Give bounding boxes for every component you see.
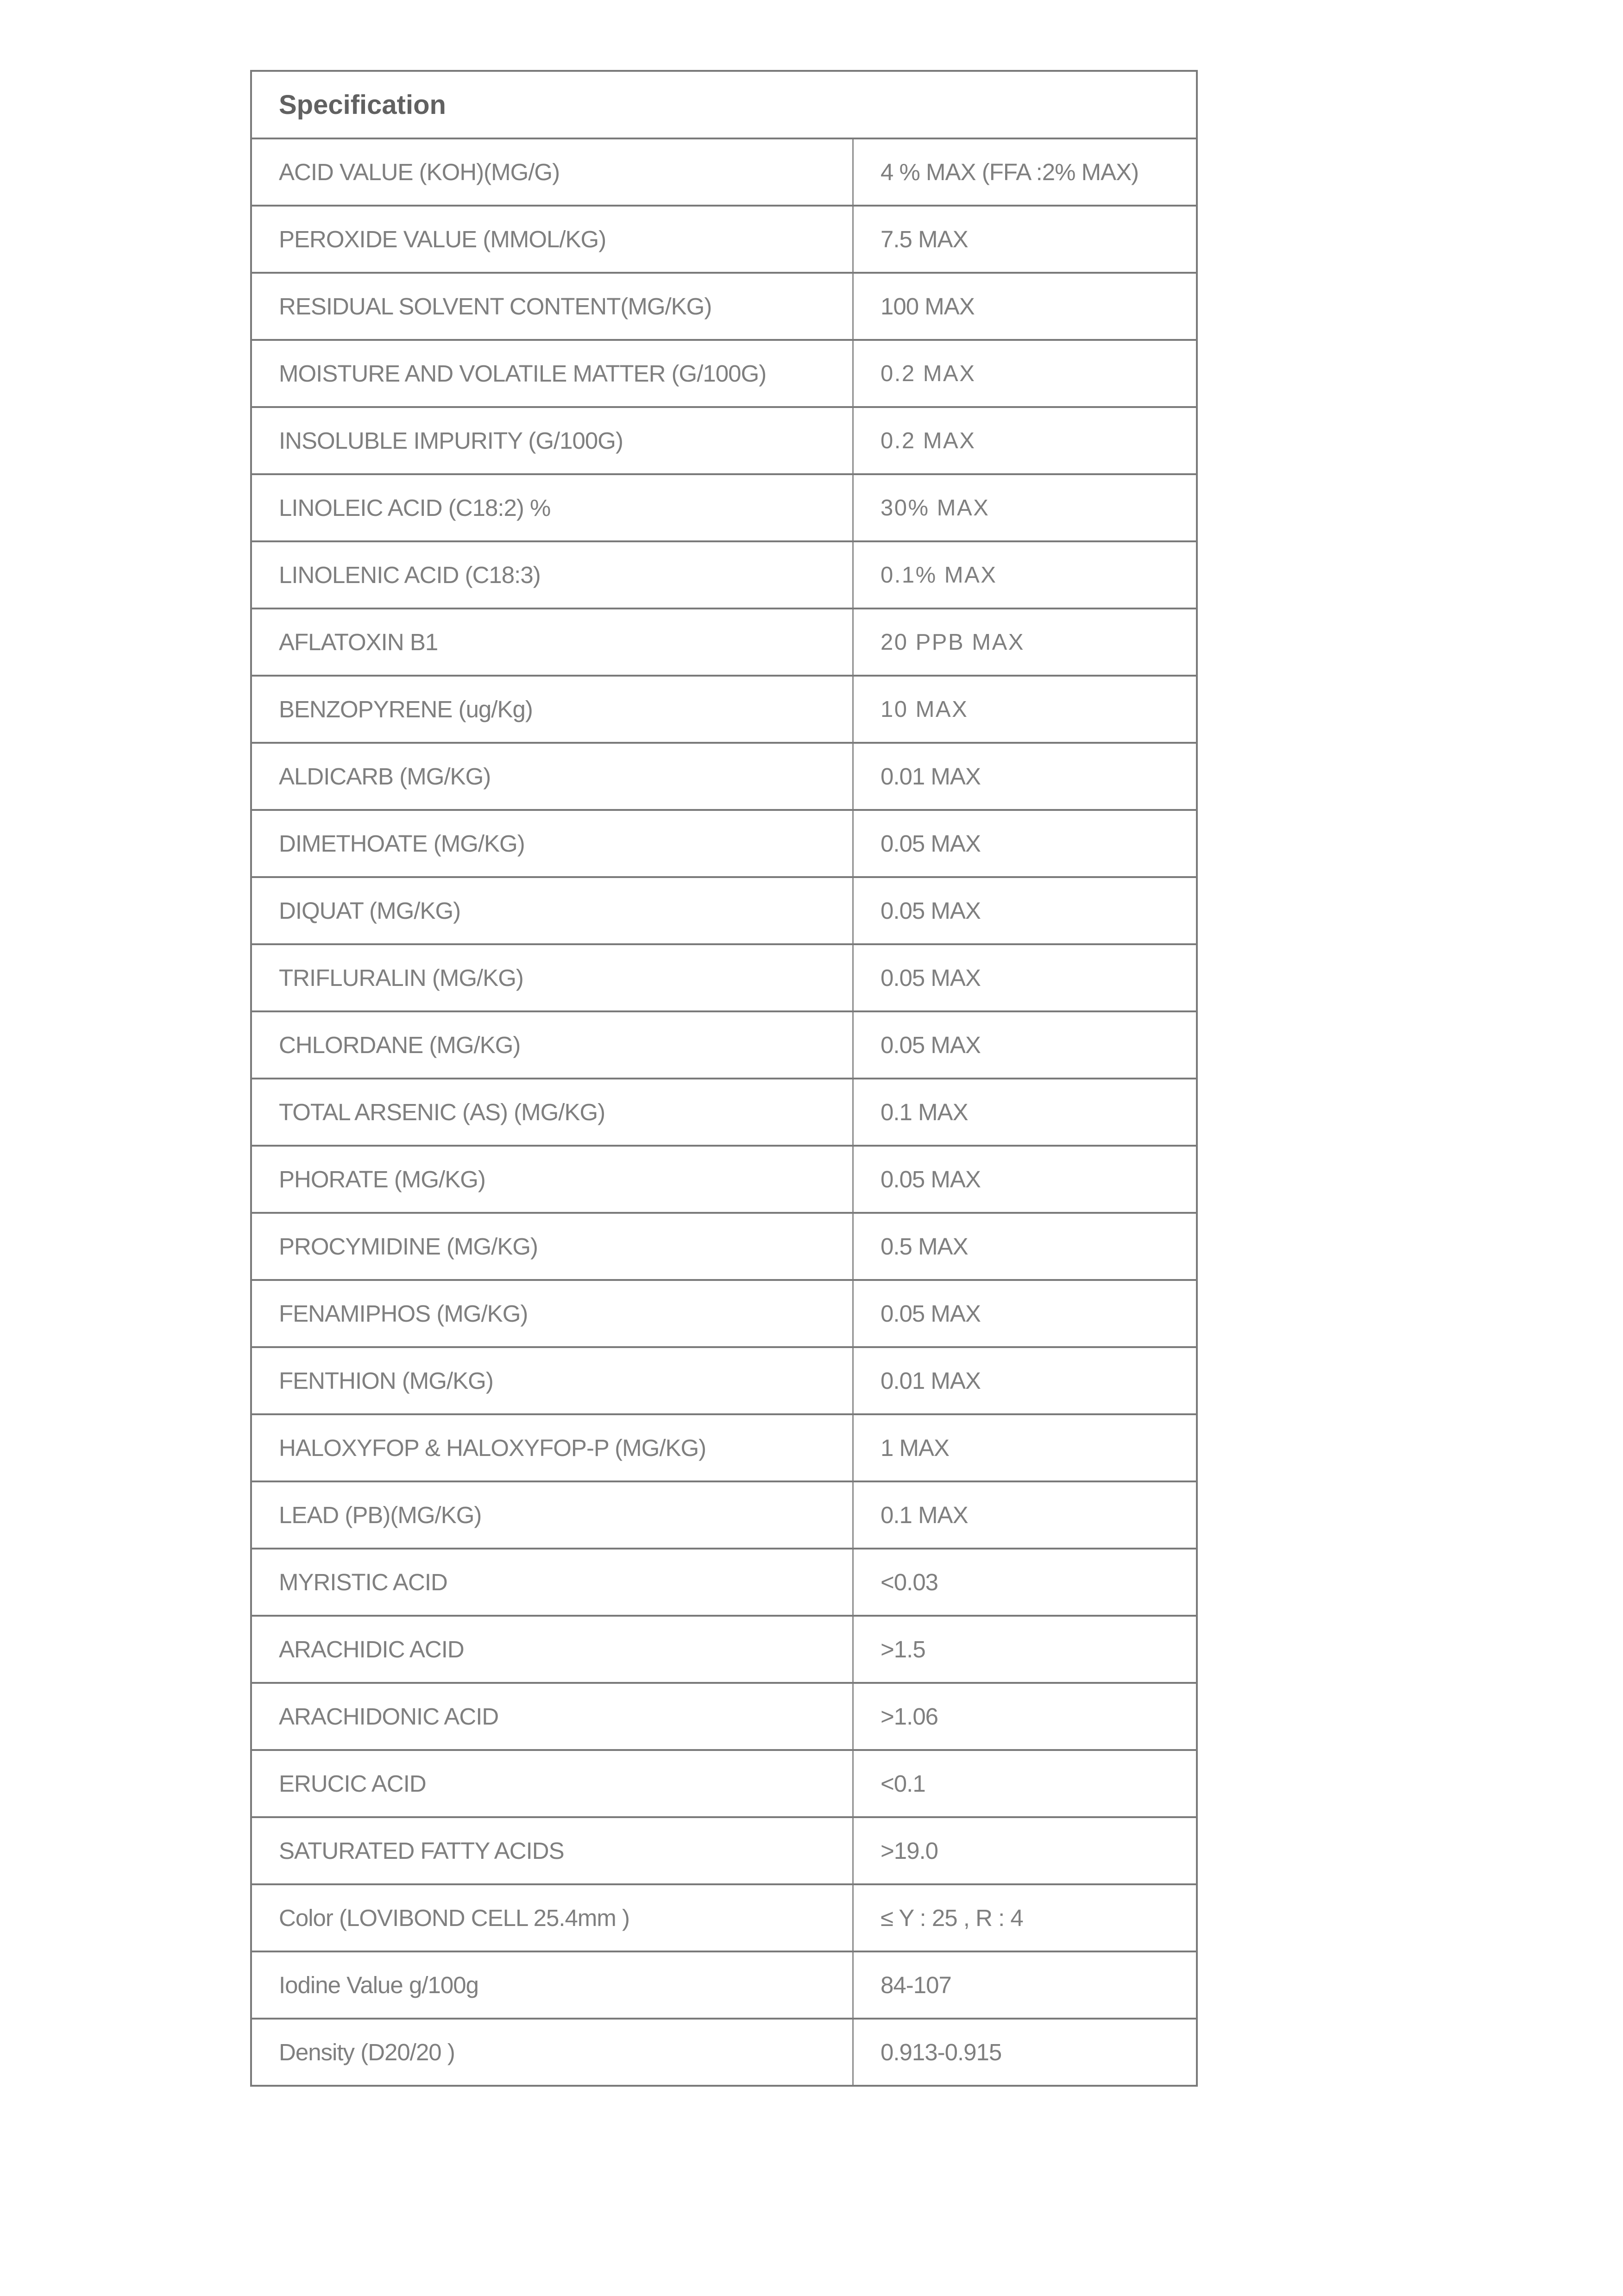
spec-name-cell — [252, 207, 854, 272]
spec-value-cell — [854, 1079, 1196, 1145]
spec-name-text: CHLORDANE (MG/KG) — [279, 1032, 521, 1058]
spec-name-text: PROCYMIDINE (MG/KG) — [279, 1233, 538, 1260]
spec-value-text: >1.5 — [881, 1636, 925, 1662]
spec-name-cell — [252, 1751, 854, 1816]
spec-value-text: 0.1 MAX — [881, 1099, 968, 1125]
spec-name-cell — [252, 609, 854, 675]
spec-name-cell — [252, 1415, 854, 1480]
spec-name-text: ALDICARB (MG/KG) — [279, 763, 491, 790]
table-row — [252, 811, 1196, 878]
spec-value-cell — [854, 1281, 1196, 1346]
spec-name-text: BENZOPYRENE (ug/Kg) — [279, 696, 533, 722]
spec-value-cell — [854, 1885, 1196, 1951]
table-row — [252, 207, 1196, 274]
table-row — [252, 677, 1196, 744]
spec-value-cell — [854, 1214, 1196, 1279]
spec-value-text: ≤ Y : 25 , R : 4 — [881, 1905, 1023, 1931]
spec-name-cell — [252, 475, 854, 540]
spec-name-cell — [252, 139, 854, 205]
table-row — [252, 945, 1196, 1012]
table-row — [252, 475, 1196, 542]
spec-name-text: RESIDUAL SOLVENT CONTENT(MG/KG) — [279, 293, 712, 320]
spec-value-text: >19.0 — [881, 1838, 938, 1864]
spec-name-text: Iodine Value g/100g — [279, 1972, 478, 1998]
spec-name-text: MOISTURE AND VOLATILE MATTER (G/100G) — [279, 360, 767, 387]
spec-name-cell — [252, 1549, 854, 1615]
spec-name-cell — [252, 2020, 854, 2085]
spec-value-text: 0.05 MAX — [881, 1300, 981, 1327]
spec-name-text: ARACHIDONIC ACID — [279, 1703, 499, 1730]
spec-value-cell — [854, 1751, 1196, 1816]
table-row — [252, 1617, 1196, 1684]
spec-name-text: PHORATE (MG/KG) — [279, 1166, 485, 1192]
spec-value-text: 0.01 MAX — [881, 763, 981, 790]
table-row — [252, 1281, 1196, 1348]
spec-value-text: 0.1% MAX — [881, 562, 997, 588]
spec-name-cell — [252, 1281, 854, 1346]
spec-value-cell — [854, 2020, 1196, 2085]
spec-name-cell — [252, 878, 854, 943]
spec-value-text: <0.1 — [881, 1770, 925, 1797]
table-row — [252, 2020, 1196, 2085]
spec-value-text: 20 PPB MAX — [881, 629, 1025, 655]
spec-name-text: ARACHIDIC ACID — [279, 1636, 464, 1662]
spec-name-text: MYRISTIC ACID — [279, 1569, 447, 1595]
spec-name-text: Density (D20/20 ) — [279, 2039, 455, 2065]
table-row — [252, 1952, 1196, 2020]
spec-name-text: FENTHION (MG/KG) — [279, 1368, 493, 1394]
spec-name-cell — [252, 1348, 854, 1413]
spec-value-cell — [854, 1348, 1196, 1413]
spec-value-cell — [854, 1482, 1196, 1548]
table-row — [252, 1079, 1196, 1147]
spec-name-cell — [252, 1818, 854, 1883]
table-row — [252, 1415, 1196, 1482]
spec-name-cell — [252, 1147, 854, 1212]
table-row — [252, 341, 1196, 408]
spec-value-cell — [854, 1549, 1196, 1615]
spec-value-text: 0.05 MAX — [881, 830, 981, 857]
table-row — [252, 1751, 1196, 1818]
spec-name-cell — [252, 1617, 854, 1682]
spec-name-cell — [252, 744, 854, 809]
spec-name-cell — [252, 408, 854, 473]
spec-name-text: HALOXYFOP & HALOXYFOP-P (MG/KG) — [279, 1435, 706, 1461]
spec-value-text: 0.05 MAX — [881, 1166, 981, 1192]
spec-value-cell — [854, 945, 1196, 1010]
spec-rows — [252, 139, 1196, 2085]
spec-value-cell — [854, 811, 1196, 876]
specification-table — [250, 70, 1198, 2087]
spec-name-text: SATURATED FATTY ACIDS — [279, 1838, 564, 1864]
table-row — [252, 542, 1196, 609]
spec-value-cell — [854, 1952, 1196, 2018]
table-row — [252, 744, 1196, 811]
spec-name-cell — [252, 1012, 854, 1078]
table-row — [252, 1482, 1196, 1549]
spec-name-text: DIQUAT (MG/KG) — [279, 897, 461, 924]
spec-value-cell — [854, 274, 1196, 339]
spec-name-cell — [252, 1214, 854, 1279]
spec-name-text: ERUCIC ACID — [279, 1770, 426, 1797]
table-row — [252, 1818, 1196, 1885]
spec-value-text: 7.5 MAX — [881, 226, 968, 252]
spec-name-cell — [252, 1684, 854, 1749]
spec-name-text: TOTAL ARSENIC (AS) (MG/KG) — [279, 1099, 605, 1125]
table-row — [252, 878, 1196, 945]
spec-value-text: >1.06 — [881, 1703, 938, 1730]
spec-value-text: 0.01 MAX — [881, 1368, 981, 1394]
spec-name-text: LEAD (PB)(MG/KG) — [279, 1502, 482, 1528]
spec-name-text: INSOLUBLE IMPURITY (G/100G) — [279, 427, 623, 454]
spec-value-cell — [854, 609, 1196, 675]
table-row — [252, 1549, 1196, 1617]
spec-value-cell — [854, 744, 1196, 809]
spec-value-text: 4 % MAX (FFA :2% MAX) — [881, 159, 1139, 185]
spec-name-text: FENAMIPHOS (MG/KG) — [279, 1300, 528, 1327]
spec-value-text: 0.05 MAX — [881, 965, 981, 991]
spec-name-text: TRIFLURALIN (MG/KG) — [279, 965, 523, 991]
spec-value-cell — [854, 475, 1196, 540]
table-row — [252, 1348, 1196, 1415]
spec-name-cell — [252, 1079, 854, 1145]
spec-value-cell — [854, 1818, 1196, 1883]
spec-name-text: DIMETHOATE (MG/KG) — [279, 830, 525, 857]
spec-name-cell — [252, 1482, 854, 1548]
spec-value-text: 0.05 MAX — [881, 897, 981, 924]
spec-name-text: LINOLENIC ACID (C18:3) — [279, 562, 541, 588]
spec-value-cell — [854, 1147, 1196, 1212]
spec-name-cell — [252, 1885, 854, 1951]
spec-value-text: 0.05 MAX — [881, 1032, 981, 1058]
table-header-row — [252, 72, 1196, 139]
spec-name-text: LINOLEIC ACID (C18:2) % — [279, 495, 551, 521]
spec-value-cell — [854, 408, 1196, 473]
spec-value-cell — [854, 139, 1196, 205]
table-row — [252, 1684, 1196, 1751]
spec-value-text: 30% MAX — [881, 495, 990, 521]
spec-value-text: 0.2 MAX — [881, 361, 976, 386]
spec-value-text: 0.913-0.915 — [881, 2039, 1002, 2065]
spec-value-text: 0.2 MAX — [881, 428, 976, 453]
table-row — [252, 408, 1196, 475]
spec-value-text: 1 MAX — [881, 1435, 950, 1461]
spec-value-text: <0.03 — [881, 1569, 938, 1595]
spec-value-cell — [854, 1617, 1196, 1682]
spec-name-cell — [252, 542, 854, 608]
spec-value-cell — [854, 1684, 1196, 1749]
spec-name-cell — [252, 274, 854, 339]
spec-value-cell — [854, 1415, 1196, 1480]
table-row — [252, 139, 1196, 207]
table-title: Specification — [279, 89, 446, 120]
spec-value-cell — [854, 341, 1196, 406]
spec-value-text: 0.1 MAX — [881, 1502, 968, 1528]
spec-name-cell — [252, 1952, 854, 2018]
spec-value-text: 100 MAX — [881, 293, 975, 320]
table-row — [252, 1885, 1196, 1952]
spec-name-cell — [252, 811, 854, 876]
spec-value-cell — [854, 677, 1196, 742]
spec-name-cell — [252, 677, 854, 742]
table-row — [252, 1214, 1196, 1281]
spec-value-text: 84-107 — [881, 1972, 951, 1998]
spec-name-text: PEROXIDE VALUE (MMOL/KG) — [279, 226, 606, 252]
spec-name-cell — [252, 945, 854, 1010]
spec-value-cell — [854, 207, 1196, 272]
table-row — [252, 274, 1196, 341]
spec-value-cell — [854, 878, 1196, 943]
table-row — [252, 1147, 1196, 1214]
spec-value-text: 0.5 MAX — [881, 1233, 968, 1260]
table-row — [252, 609, 1196, 677]
spec-name-text: AFLATOXIN B1 — [279, 629, 438, 655]
spec-name-cell — [252, 341, 854, 406]
spec-value-cell — [854, 1012, 1196, 1078]
spec-value-cell — [854, 542, 1196, 608]
spec-value-text: 10 MAX — [881, 696, 969, 722]
table-row — [252, 1012, 1196, 1079]
spec-name-text: ACID VALUE (KOH)(MG/G) — [279, 159, 560, 185]
spec-name-text: Color (LOVIBOND CELL 25.4mm ) — [279, 1905, 629, 1931]
